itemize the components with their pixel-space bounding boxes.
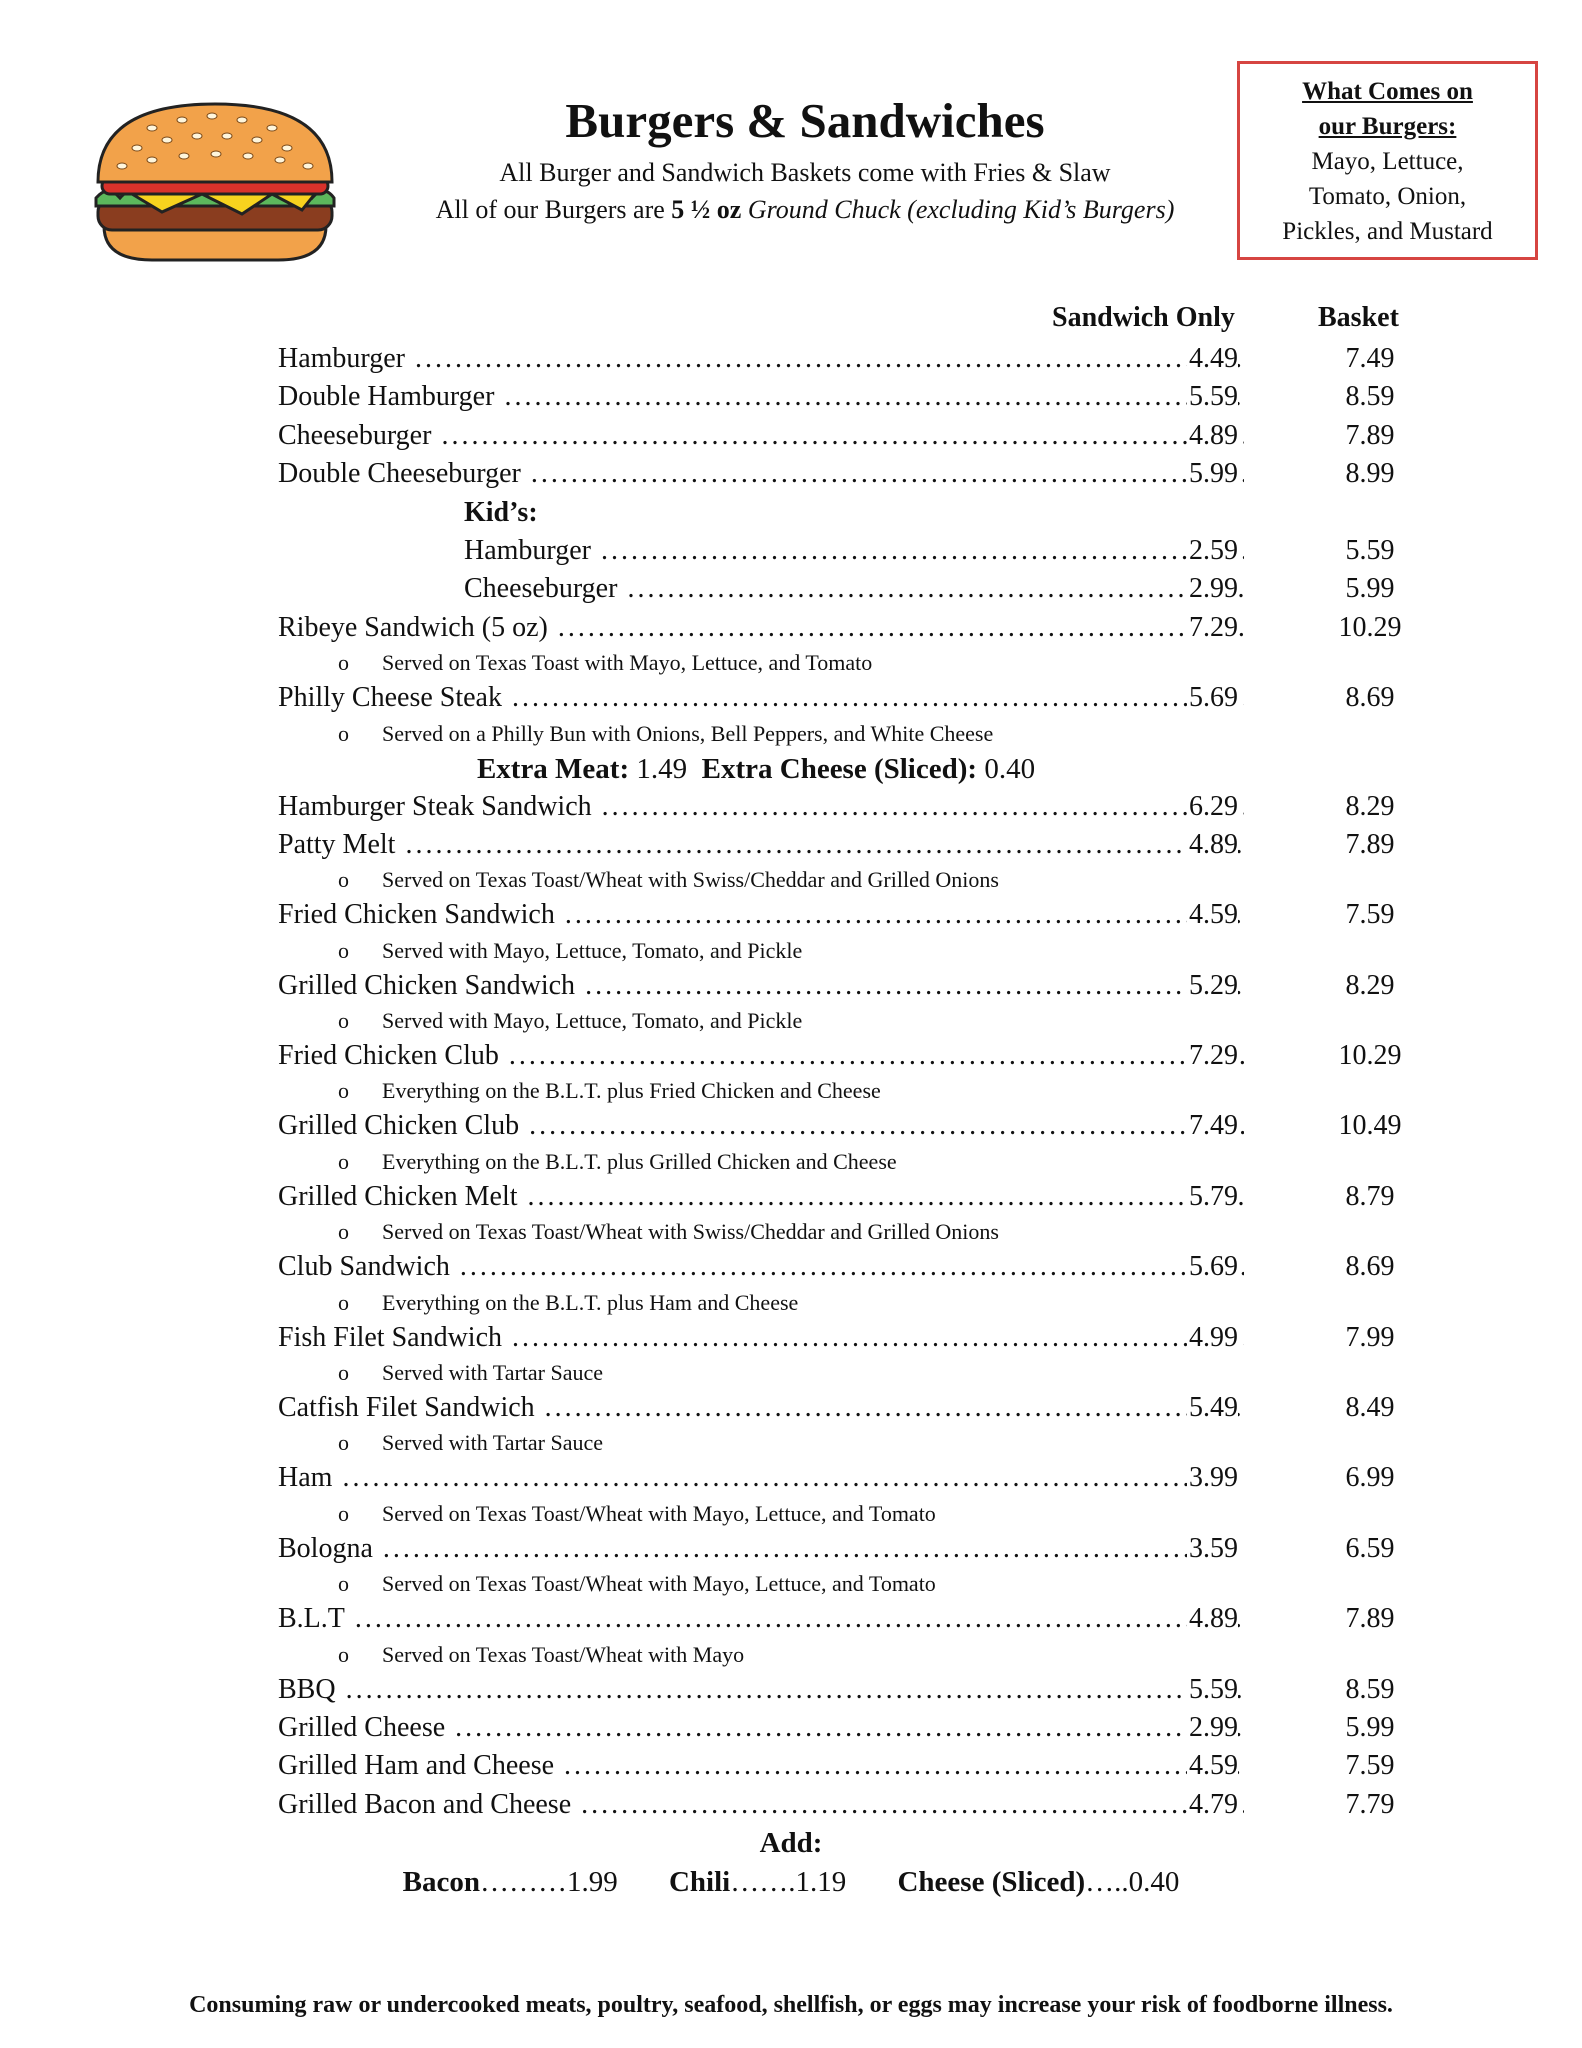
item-price: 5.59 — [1187, 378, 1238, 416]
item-name: Fried Chicken Club ..... — [278, 1037, 1244, 1075]
item-note-text: Served with Tartar Sauce — [382, 1430, 604, 1456]
subtitle-prefix: All of our Burgers are — [435, 195, 672, 224]
menu-item — [0, 609, 1582, 647]
item-note-text: Everything on the B.L.T. plus Ham and Cheese — [382, 1289, 799, 1315]
item-note-text: Served with Mayo, Lettuce, Tomato, and Pickle — [382, 1008, 803, 1034]
item-basket-price: 8.29 — [1345, 790, 1395, 822]
item-price: 4.89 — [1187, 417, 1238, 455]
menu-item — [0, 1747, 1582, 1785]
item-basket-price: 5.59 — [1345, 534, 1395, 566]
menu-item — [0, 679, 1582, 717]
item-note — [0, 864, 1582, 896]
page-title: Burgers & Sandwiches — [565, 93, 1045, 148]
item-price: 4.79 — [1187, 1786, 1238, 1824]
item-name: Catfish Filet Sandwich ..... — [278, 1389, 1244, 1427]
item-price: 6.29 — [1187, 788, 1238, 826]
item-note — [0, 1427, 1582, 1459]
item-price: 7.49 — [1187, 1107, 1238, 1145]
menu-item — [0, 788, 1582, 826]
item-price: 4.89 — [1187, 1600, 1238, 1638]
column-sandwich-only: Sandwich Only — [1052, 302, 1235, 333]
item-name: Ham ..... — [278, 1459, 1244, 1497]
item-basket-price: 8.59 — [1345, 381, 1395, 413]
menu-item — [0, 1248, 1582, 1286]
subtitle-ground-chuck — [340, 195, 1270, 225]
item-price: 5.79 — [1187, 1178, 1238, 1216]
add-on-price: …..0.40 — [1085, 1866, 1180, 1899]
extra-cheese-label: Extra Cheese (Sliced): — [701, 752, 978, 785]
item-name: Cheeseburger ..... — [278, 417, 1244, 455]
item-name: Club Sandwich ..... — [278, 1248, 1244, 1286]
item-note — [0, 1075, 1582, 1107]
subtitle-baskets: All Burger and Sandwich Baskets come with Fries & Slaw — [499, 158, 1111, 187]
item-basket-price: 8.49 — [1345, 1392, 1395, 1424]
item-note-text: Served on Texas Toast/Wheat with Mayo — [382, 1641, 745, 1667]
item-basket-price: 7.89 — [1345, 828, 1395, 860]
item-basket-price: 6.99 — [1345, 1462, 1395, 1494]
item-name: Double Cheeseburger ..... — [278, 455, 1244, 493]
item-price: 2.99 — [1187, 570, 1238, 608]
item-name: Grilled Chicken Club ..... — [278, 1107, 1244, 1145]
item-basket-price: 7.59 — [1345, 899, 1395, 931]
menu-list — [0, 340, 1582, 1902]
item-basket-price: 7.79 — [1345, 1788, 1395, 1820]
bullet: o — [338, 720, 349, 746]
item-note — [0, 935, 1582, 967]
item-name: Ribeye Sandwich (5 oz) ..... — [278, 609, 1244, 647]
item-note — [0, 1498, 1582, 1530]
food-safety-warning: Consuming raw or undercooked meats, poultry, seafood, shellfish, or eggs may increase your risk of foodborne illness. — [189, 1992, 1393, 2018]
item-name: Grilled Bacon and Cheese ..... — [278, 1786, 1244, 1824]
toppings-line-1: Mayo, Lettuce, — [1311, 148, 1464, 175]
item-note-text: Served on Texas Toast/Wheat with Swiss/Cheddar and Grilled Onions — [382, 867, 999, 893]
add-on-name: Cheese (Sliced) — [897, 1866, 1086, 1899]
item-basket-price: 7.59 — [1345, 1750, 1395, 1782]
item-price: 5.69 — [1187, 679, 1238, 717]
item-note-text: Everything on the B.L.T. plus Fried Chicken and Cheese — [382, 1078, 881, 1104]
item-price: 4.49 — [1187, 340, 1238, 378]
item-price: 4.59 — [1187, 1747, 1238, 1785]
item-note-text: Served on Texas Toast/Wheat with Mayo, Lettuce, and Tomato — [382, 1571, 936, 1597]
add-on-price: ………1.99 — [479, 1866, 618, 1899]
item-basket-price: 6.59 — [1345, 1532, 1395, 1564]
bullet: o — [338, 1641, 349, 1667]
item-name: Fried Chicken Sandwich ..... — [278, 896, 1244, 934]
item-name: Grilled Chicken Melt ..... — [278, 1178, 1244, 1216]
item-note-text: Served with Tartar Sauce — [382, 1360, 604, 1386]
item-price: 2.59 — [1187, 532, 1238, 570]
item-basket-price: 10.29 — [1338, 611, 1402, 643]
add-on-bacon — [403, 1866, 618, 1898]
toppings-title-2: our Burgers: — [1318, 113, 1457, 140]
item-name: B.L.T ..... — [278, 1600, 1244, 1638]
menu-item — [0, 378, 1582, 416]
add-on-chili — [669, 1866, 846, 1898]
add-ons-line — [0, 1862, 1582, 1902]
subtitle-italic: Ground Chuck (excluding Kid’s Burgers) — [741, 195, 1175, 224]
item-name: Patty Melt ..... — [278, 826, 1244, 864]
item-price: 3.59 — [1187, 1530, 1238, 1568]
bullet: o — [338, 1289, 349, 1315]
item-note-text: Served on Texas Toast with Mayo, Lettuce, and Tomato — [382, 650, 873, 676]
item-basket-price: 8.69 — [1345, 1251, 1395, 1283]
item-note — [0, 1216, 1582, 1248]
menu-item — [0, 1530, 1582, 1568]
add-on-name: Bacon — [402, 1866, 480, 1899]
menu-item — [0, 340, 1582, 378]
item-note — [0, 1005, 1582, 1037]
bullet: o — [338, 1500, 349, 1526]
bullet: o — [338, 937, 349, 963]
item-price: 7.29 — [1187, 609, 1238, 647]
toppings-box — [1237, 61, 1538, 260]
bullet: o — [338, 867, 349, 893]
extra-cheese-price: 0.40 — [977, 752, 1036, 785]
item-name: Bologna ..... — [278, 1530, 1244, 1568]
bullet: o — [338, 1008, 349, 1034]
item-price: 5.49 — [1187, 1389, 1238, 1427]
bullet: o — [338, 1219, 349, 1245]
item-name: Double Hamburger ..... — [278, 378, 1244, 416]
item-price: 5.59 — [1187, 1671, 1238, 1709]
menu-item — [0, 896, 1582, 934]
item-name: Hamburger Steak Sandwich ..... — [278, 788, 1244, 826]
toppings-line-2: Tomato, Onion, — [1308, 183, 1467, 210]
bullet: o — [338, 1430, 349, 1456]
bullet: o — [338, 650, 349, 676]
item-note-text: Served on Texas Toast/Wheat with Mayo, Lettuce, and Tomato — [382, 1500, 936, 1526]
item-basket-price: 10.49 — [1338, 1110, 1402, 1142]
add-on-cheese — [897, 1866, 1179, 1898]
menu-item — [0, 1037, 1582, 1075]
item-basket-price: 7.99 — [1345, 1321, 1395, 1353]
item-note — [0, 1357, 1582, 1389]
item-name: Hamburger ..... — [278, 340, 1244, 378]
item-basket-price: 7.89 — [1345, 1603, 1395, 1635]
kids-heading — [0, 494, 1582, 532]
item-note — [0, 718, 1582, 750]
item-basket-price: 8.69 — [1345, 682, 1395, 714]
item-price: 5.99 — [1187, 455, 1238, 493]
menu-item — [0, 1600, 1582, 1638]
menu-item — [0, 417, 1582, 455]
bullet: o — [338, 1360, 349, 1386]
item-name: Cheeseburger ..... — [464, 570, 1244, 608]
add-on-name: Chili — [668, 1866, 731, 1899]
bullet: o — [338, 1571, 349, 1597]
item-name: Grilled Cheese ..... — [278, 1709, 1244, 1747]
item-price: 2.99 — [1187, 1709, 1238, 1747]
menu-item — [0, 1178, 1582, 1216]
item-name: Fish Filet Sandwich ..... — [278, 1319, 1244, 1357]
menu-item — [0, 1459, 1582, 1497]
item-note-text: Served with Mayo, Lettuce, Tomato, and Pickle — [382, 937, 803, 963]
burger-illustration — [92, 98, 338, 264]
item-note-text: Served on a Philly Bun with Onions, Bell Peppers, and White Cheese — [382, 720, 994, 746]
column-basket: Basket — [1318, 302, 1399, 333]
toppings-line-3: Pickles, and Mustard — [1282, 218, 1493, 245]
item-basket-price: 8.59 — [1345, 1673, 1395, 1705]
item-note — [0, 647, 1582, 679]
menu-item — [0, 826, 1582, 864]
item-name: BBQ ..... — [278, 1671, 1244, 1709]
item-basket-price: 7.49 — [1345, 343, 1395, 374]
item-basket-price: 8.99 — [1345, 458, 1395, 490]
item-note — [0, 1568, 1582, 1600]
menu-item — [0, 1319, 1582, 1357]
item-basket-price: 10.29 — [1338, 1040, 1402, 1072]
kids-label: Kid’s: — [464, 496, 538, 528]
item-price: 4.89 — [1187, 826, 1238, 864]
item-price: 7.29 — [1187, 1037, 1238, 1075]
item-basket-price: 7.89 — [1345, 419, 1395, 451]
menu-item — [0, 1786, 1582, 1824]
menu-item — [0, 570, 1582, 608]
menu-item — [0, 1389, 1582, 1427]
item-note — [0, 1287, 1582, 1319]
item-price: 4.99 — [1187, 1319, 1238, 1357]
menu-item — [0, 1107, 1582, 1145]
item-price: 3.99 — [1187, 1459, 1238, 1497]
item-note — [0, 1146, 1582, 1178]
item-basket-price: 5.99 — [1345, 1711, 1395, 1743]
menu-item — [0, 1671, 1582, 1709]
bullet: o — [338, 1148, 349, 1174]
item-price: 5.69 — [1187, 1248, 1238, 1286]
add-heading: Add: — [759, 1827, 823, 1860]
extra-meat-label: Extra Meat: — [476, 752, 630, 785]
menu-item — [0, 967, 1582, 1005]
menu-item — [0, 455, 1582, 493]
extras-line — [0, 750, 1582, 788]
item-note-text: Everything on the B.L.T. plus Grilled Chicken and Cheese — [382, 1148, 897, 1174]
item-price: 4.59 — [1187, 896, 1238, 934]
add-on-price: …….1.19 — [730, 1866, 847, 1899]
item-basket-price: 5.99 — [1345, 573, 1395, 605]
toppings-title-1: What Comes on — [1302, 78, 1473, 105]
item-basket-price: 8.29 — [1345, 969, 1395, 1001]
item-note-text: Served on Texas Toast/Wheat with Swiss/Cheddar and Grilled Onions — [382, 1219, 999, 1245]
item-name: Grilled Ham and Cheese ..... — [278, 1747, 1244, 1785]
menu-item — [0, 532, 1582, 570]
item-name: Grilled Chicken Sandwich ..... — [278, 967, 1244, 1005]
item-note — [0, 1639, 1582, 1671]
extra-meat-price: 1.49 — [629, 752, 688, 785]
bullet: o — [338, 1078, 349, 1104]
item-basket-price: 8.79 — [1345, 1180, 1395, 1212]
subtitle-weight: 5 ½ oz — [671, 195, 742, 224]
item-name: Hamburger ..... — [464, 532, 1244, 570]
item-name: Philly Cheese Steak ..... — [278, 679, 1244, 717]
item-price: 5.29 — [1187, 967, 1238, 1005]
menu-item — [0, 1709, 1582, 1747]
